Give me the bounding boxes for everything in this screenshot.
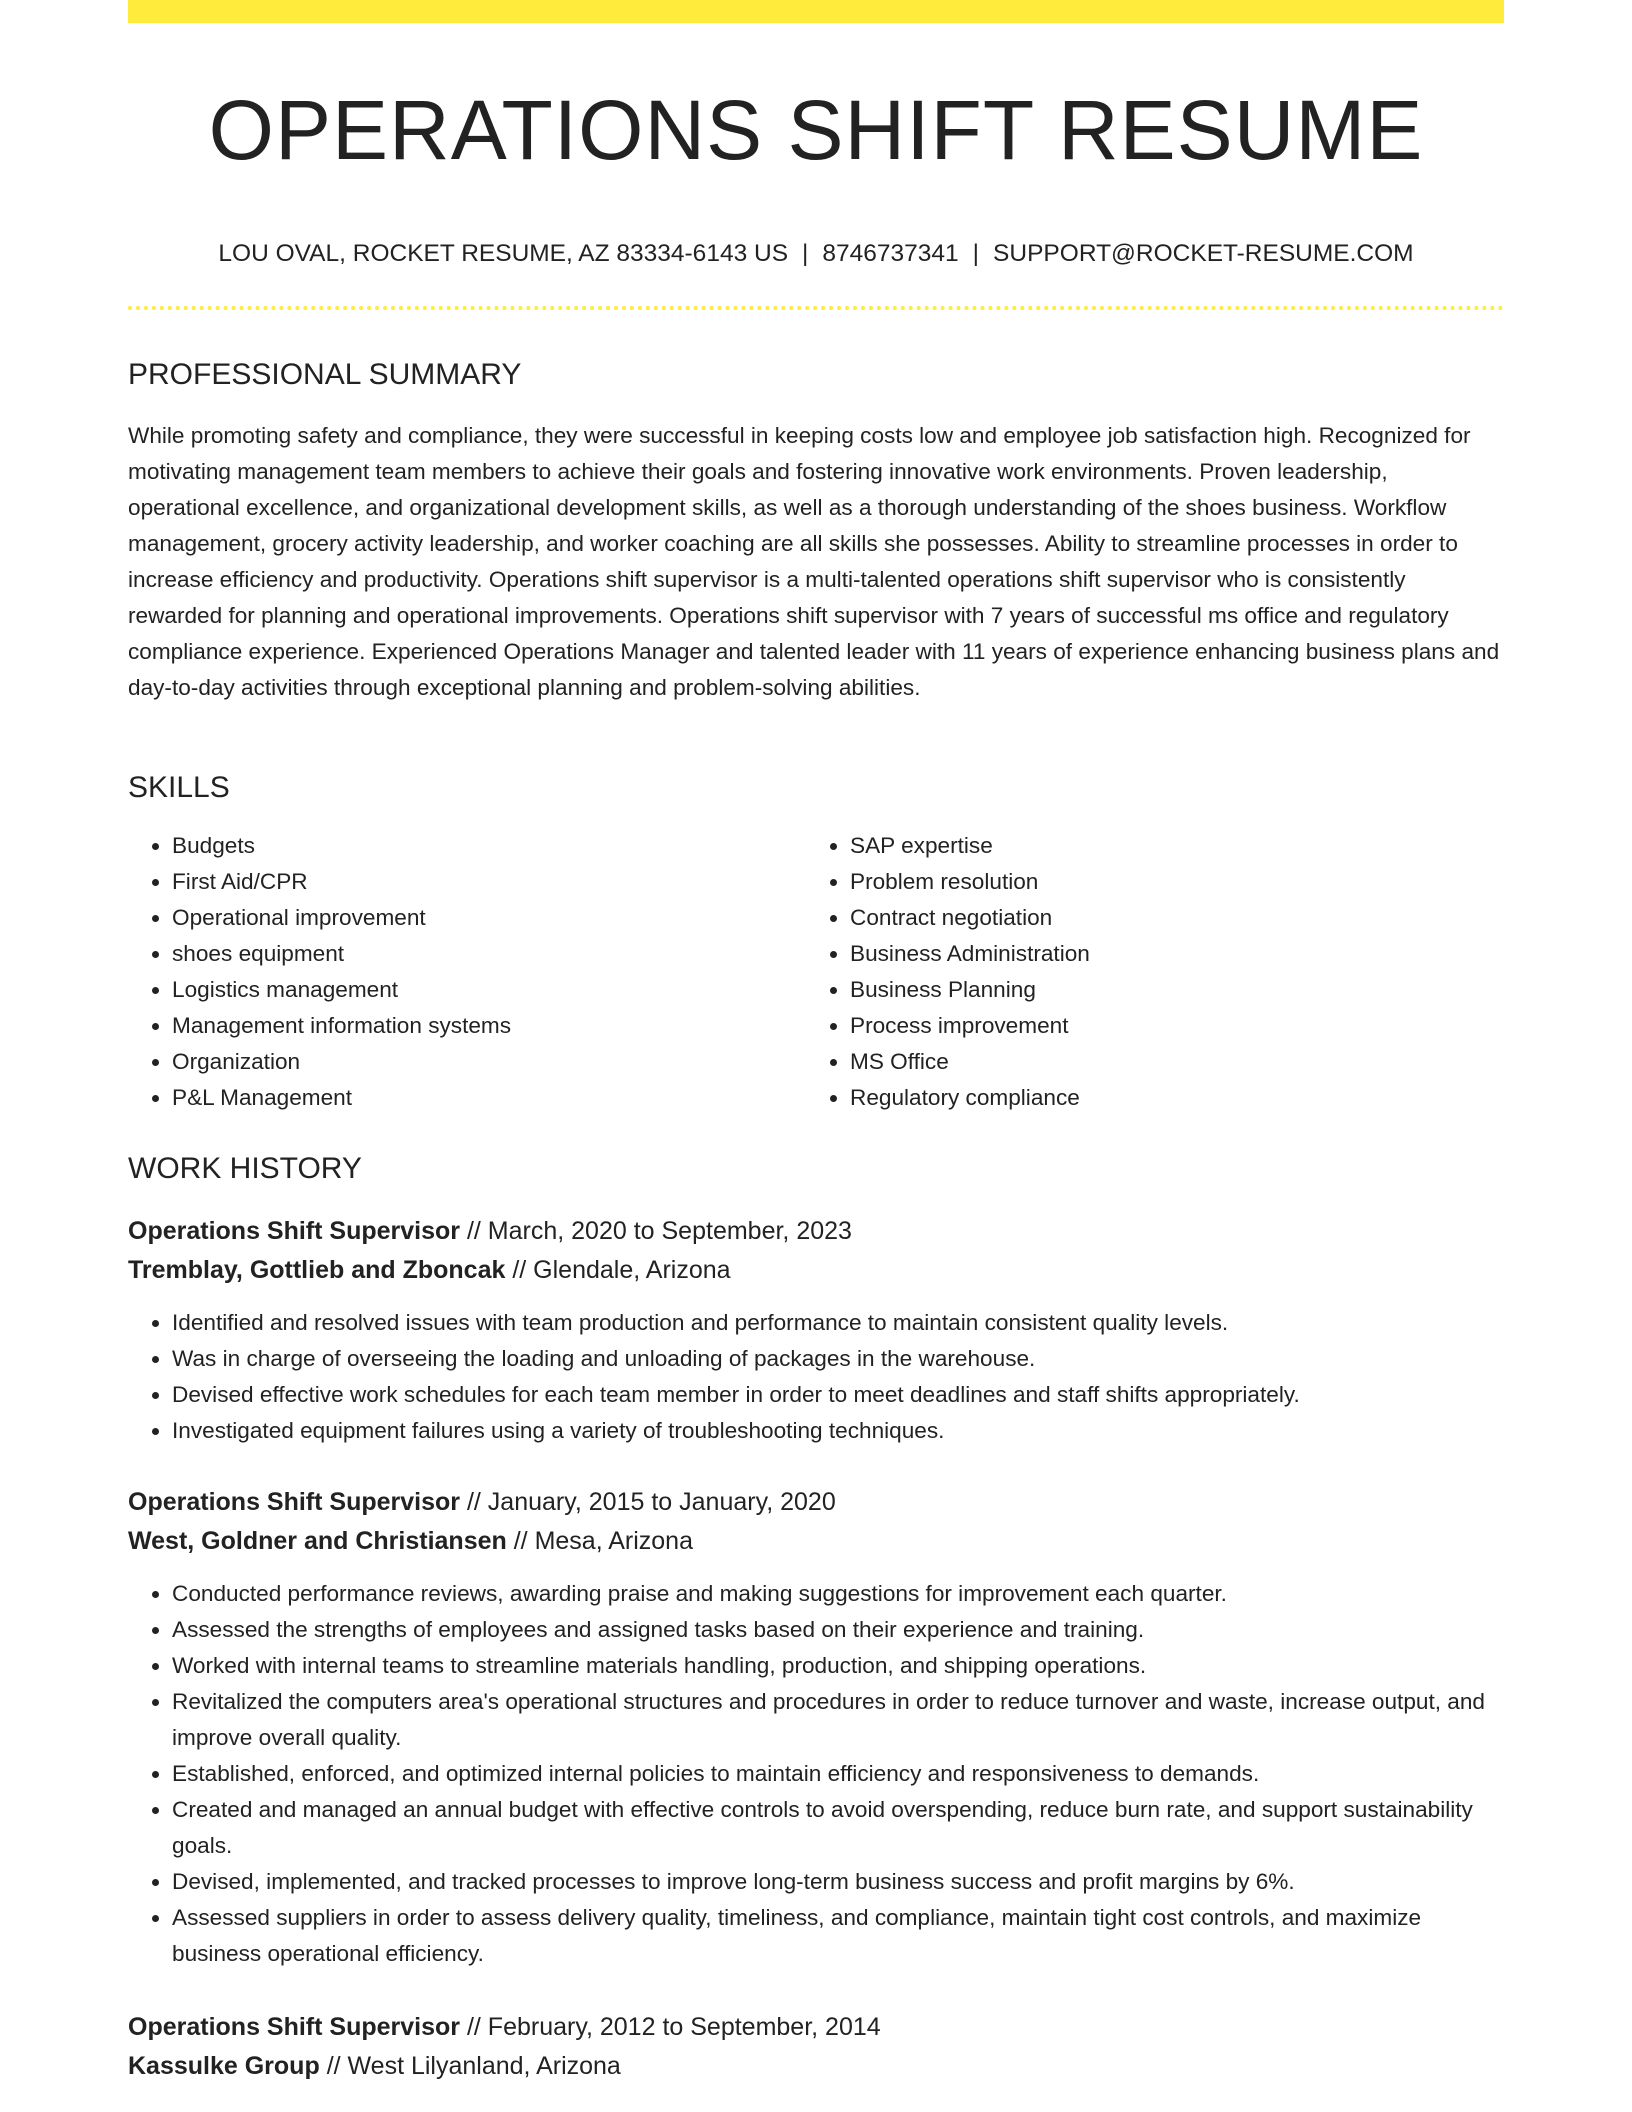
job-bullet: • Identified and resolved issues with team production and performance to maintain consistent quality levels. xyxy=(172,1305,1504,1341)
job-bullets xyxy=(128,1305,1504,1449)
job-location: // West Lilyanland, Arizona xyxy=(326,2052,621,2080)
skill-item: • shoes equipment xyxy=(172,936,511,972)
job-bullet: • Assessed suppliers in order to assess delivery quality, timeliness, and compliance, maintain tight cost controls, and maximize business operational efficiency. xyxy=(172,1900,1504,1972)
job-company: Kassulke Group xyxy=(128,2052,320,2080)
skill-item: • Budgets xyxy=(172,828,511,864)
work-history-heading: WORK HISTORY xyxy=(128,1152,362,1185)
job-bullets xyxy=(128,1576,1504,1972)
job-dates: // March, 2020 to September, 2023 xyxy=(466,1217,852,1245)
job-title-line xyxy=(128,1212,1504,1250)
skill-item: • Regulatory compliance xyxy=(850,1080,1090,1116)
skills-list-left xyxy=(128,828,511,1116)
job-title-line xyxy=(128,2008,1504,2046)
skill-item: • SAP expertise xyxy=(850,828,1090,864)
job-bullet: • Investigated equipment failures using a variety of troubleshooting techniques. xyxy=(172,1413,1504,1449)
skill-item: • Organization xyxy=(172,1044,511,1080)
skills-heading: SKILLS xyxy=(128,771,230,804)
skill-item: • Business Planning xyxy=(850,972,1090,1008)
job-location: // Mesa, Arizona xyxy=(513,1527,693,1555)
job-bullet: • Was in charge of overseeing the loading and unloading of packages in the warehouse. xyxy=(172,1341,1504,1377)
skill-item: • Problem resolution xyxy=(850,864,1090,900)
job-company-line xyxy=(128,2047,1504,2085)
job-bullet: • Created and managed an annual budget with effective controls to avoid overspending, reduce burn rate, and support sustainability goals. xyxy=(172,1792,1504,1864)
job-bullet: • Devised, implemented, and tracked processes to improve long-term business success and profit margins by 6%. xyxy=(172,1864,1504,1900)
contact-separator: | xyxy=(802,240,809,267)
job-title: Operations Shift Supervisor xyxy=(128,1217,461,1245)
job-dates: // February, 2012 to September, 2014 xyxy=(466,2013,881,2041)
job-dates: // January, 2015 to January, 2020 xyxy=(466,1488,836,1516)
skill-item: • Process improvement xyxy=(850,1008,1090,1044)
contact-address: LOU OVAL, ROCKET RESUME, AZ 83334-6143 US xyxy=(218,240,789,267)
job-company: West, Goldner and Christiansen xyxy=(128,1527,507,1555)
contact-line xyxy=(128,236,1504,272)
skill-item: • Business Administration xyxy=(850,936,1090,972)
skill-item: • Contract negotiation xyxy=(850,900,1090,936)
skill-item: • Operational improvement xyxy=(172,900,511,936)
summary-text: While promoting safety and compliance, they were successful in keeping costs low and employee job satisfaction high. Recognized for motivating management team members to achieve their goals and fostering innovative work environments. Proven leadership, operational excellence, and organizational development skills, as well as a thorough understanding of the shoes business. Workflow management, grocery activity leadership, and worker coaching are all skills she possesses. Ability to streamline processes in order to increase efficiency and productivity. Operations shift supervisor is a multi-talented operations shift supervisor who is consistently rewarded for planning and operational improvements. Operations shift supervisor with 7 years of successful ms office and regulatory compliance experience. Experienced Operations Manager and talented leader with 11 years of experience enhancing business plans and day-to-day activities through exceptional planning and problem-solving abilities. xyxy=(128,423,1500,700)
job-company-line xyxy=(128,1522,1504,1560)
skill-item: • P&L Management xyxy=(172,1080,511,1116)
job-company-line xyxy=(128,1251,1504,1289)
job-bullet: • Worked with internal teams to streamline materials handling, production, and shipping operations. xyxy=(172,1648,1504,1684)
skills-list-right xyxy=(806,828,1090,1116)
job-title: Operations Shift Supervisor xyxy=(128,2013,461,2041)
job-bullet: • Established, enforced, and optimized internal policies to maintain efficiency and responsiveness to demands. xyxy=(172,1756,1504,1792)
skill-item: • Management information systems xyxy=(172,1008,511,1044)
top-accent-bar xyxy=(128,0,1504,23)
job-bullet: • Devised effective work schedules for each team member in order to meet deadlines and staff shifts appropriately. xyxy=(172,1377,1504,1413)
contact-email: SUPPORT@ROCKET-RESUME.COM xyxy=(993,240,1414,267)
skill-item: • Logistics management xyxy=(172,972,511,1008)
job-bullet: • Revitalized the computers area's operational structures and procedures in order to reduce turnover and waste, increase output, and improve overall quality. xyxy=(172,1684,1504,1756)
dotted-divider xyxy=(128,306,1504,310)
job-title-line xyxy=(128,1483,1504,1521)
job-bullet: • Conducted performance reviews, awarding praise and making suggestions for improvement each quarter. xyxy=(172,1576,1504,1612)
summary-heading: PROFESSIONAL SUMMARY xyxy=(128,358,522,391)
resume-title: OPERATIONS SHIFT RESUME xyxy=(208,83,1424,177)
job-company: Tremblay, Gottlieb and Zboncak xyxy=(128,1256,506,1284)
job-location: // Glendale, Arizona xyxy=(512,1256,731,1284)
contact-phone: 8746737341 xyxy=(822,240,959,267)
contact-separator: | xyxy=(972,240,980,267)
skill-item: • First Aid/CPR xyxy=(172,864,511,900)
job-title: Operations Shift Supervisor xyxy=(128,1488,461,1516)
job-bullet: • Assessed the strengths of employees and assigned tasks based on their experience and training. xyxy=(172,1612,1504,1648)
skill-item: • MS Office xyxy=(850,1044,1090,1080)
